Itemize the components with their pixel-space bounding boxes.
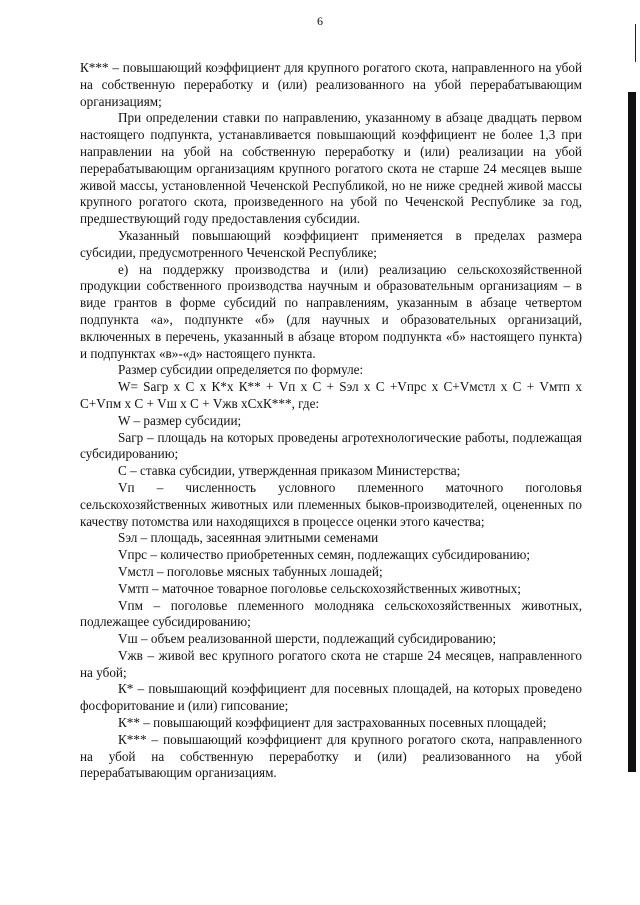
paragraph: Vмстл – поголовье мясных табунных лошадей;	[118, 563, 383, 579]
paragraph: Vжв – живой вес крупного рогатого скота не старше 24 месяцев, направленного на убой;	[80, 647, 582, 680]
paragraph: е) на поддержку производства и (или) реализацию сельскохозяйственной продукции собственного производства научным и образовательным организациям – в виде грантов в форме субсидий по направлениям, указанным в абзаце четвертом подпункта «а», подпункте «б» (для научных и образовательных организаций, включенных в перечень, указанный в абзаце втором подпункта «б» настоящего пункта) и подпунктах «в»-«д» настоящего пункта.	[80, 261, 582, 361]
paragraph: W – размер субсидии;	[118, 412, 242, 428]
paragraph: К*** – повышающий коэффициент для крупного рогатого скота, направленного на убой на собственную переработку и (или) реализованного на убой перерабатывающим организациям;	[80, 60, 582, 109]
paragraph: Sэл – площадь, засеянная элитными семенами	[118, 530, 379, 546]
paragraph: Vпрс – количество приобретенных семян, подлежащих субсидированию;	[118, 547, 531, 563]
scan-edge-mark	[635, 24, 636, 62]
paragraph: К** – повышающий коэффициент для застрахованных посевных площадей;	[118, 715, 547, 731]
paragraph: К*** – повышающий коэффициент для крупного рогатого скота, направленного на убой на собственную переработку и (или) реализованного на убой перерабатывающим организациям.	[80, 731, 582, 781]
paragraph: При определении ставки по направлению, указанному в абзаце двадцать первом настоящего подпункта, устанавливается повышающий коэффициент не более 1,3 при направлении на убой на собственную переработку и (или) реализации на убой перерабатывающим организациям крупного рогатого скота не старше 24 месяцев выше живой массы, установленной Чеченской Республикой, но не ниже средней живой массы крупного рогатого скота, произведенного на убой по Чеченской Республике за год, предшествующий году предоставления субсидии.	[80, 110, 582, 227]
paragraph: Vпм – поголовье племенного молодняка сельскохозяйственных животных, подлежащее субсидированию;	[80, 597, 582, 630]
paragraph: Vмтп – маточное товарное поголовье сельскохозяйственных животных;	[118, 580, 521, 596]
paragraph: С – ставка субсидии, утвержденная приказом Министерства;	[118, 463, 461, 479]
paragraph: Указанный повышающий коэффициент применяется в пределах размера субсидии, предусмотренного Чеченской Республике;	[80, 227, 582, 260]
paragraph: Размер субсидии определяется по формуле:	[118, 362, 364, 378]
paragraph: Sагр – площадь на которых проведены агротехнологические работы, подлежащая субсидированию;	[80, 429, 582, 462]
paragraph: Vп – численность условного племенного маточного поголовья сельскохозяйственных животных или племенных быков-производителей, оцененных по качеству потомства или находящихся в процессе оценки этого качества;	[80, 479, 582, 529]
paragraph: Vш – объем реализованной шерсти, подлежащий субсидированию;	[118, 631, 497, 647]
document-body	[80, 60, 582, 782]
scan-edge-bar	[628, 92, 636, 772]
paragraph: К* – повышающий коэффициент для посевных площадей, на которых проведено фосфоритование и (или) гипсование;	[80, 681, 582, 714]
page-number: 6	[317, 14, 323, 28]
formula: W= Sагр х С х К*х К** + Vп х С + Sэл х С +Vпрс х С+Vмстл х С + Vмтп х С+Vпм х С + Vш х С + Vжв хСхК***, где:	[80, 379, 582, 411]
